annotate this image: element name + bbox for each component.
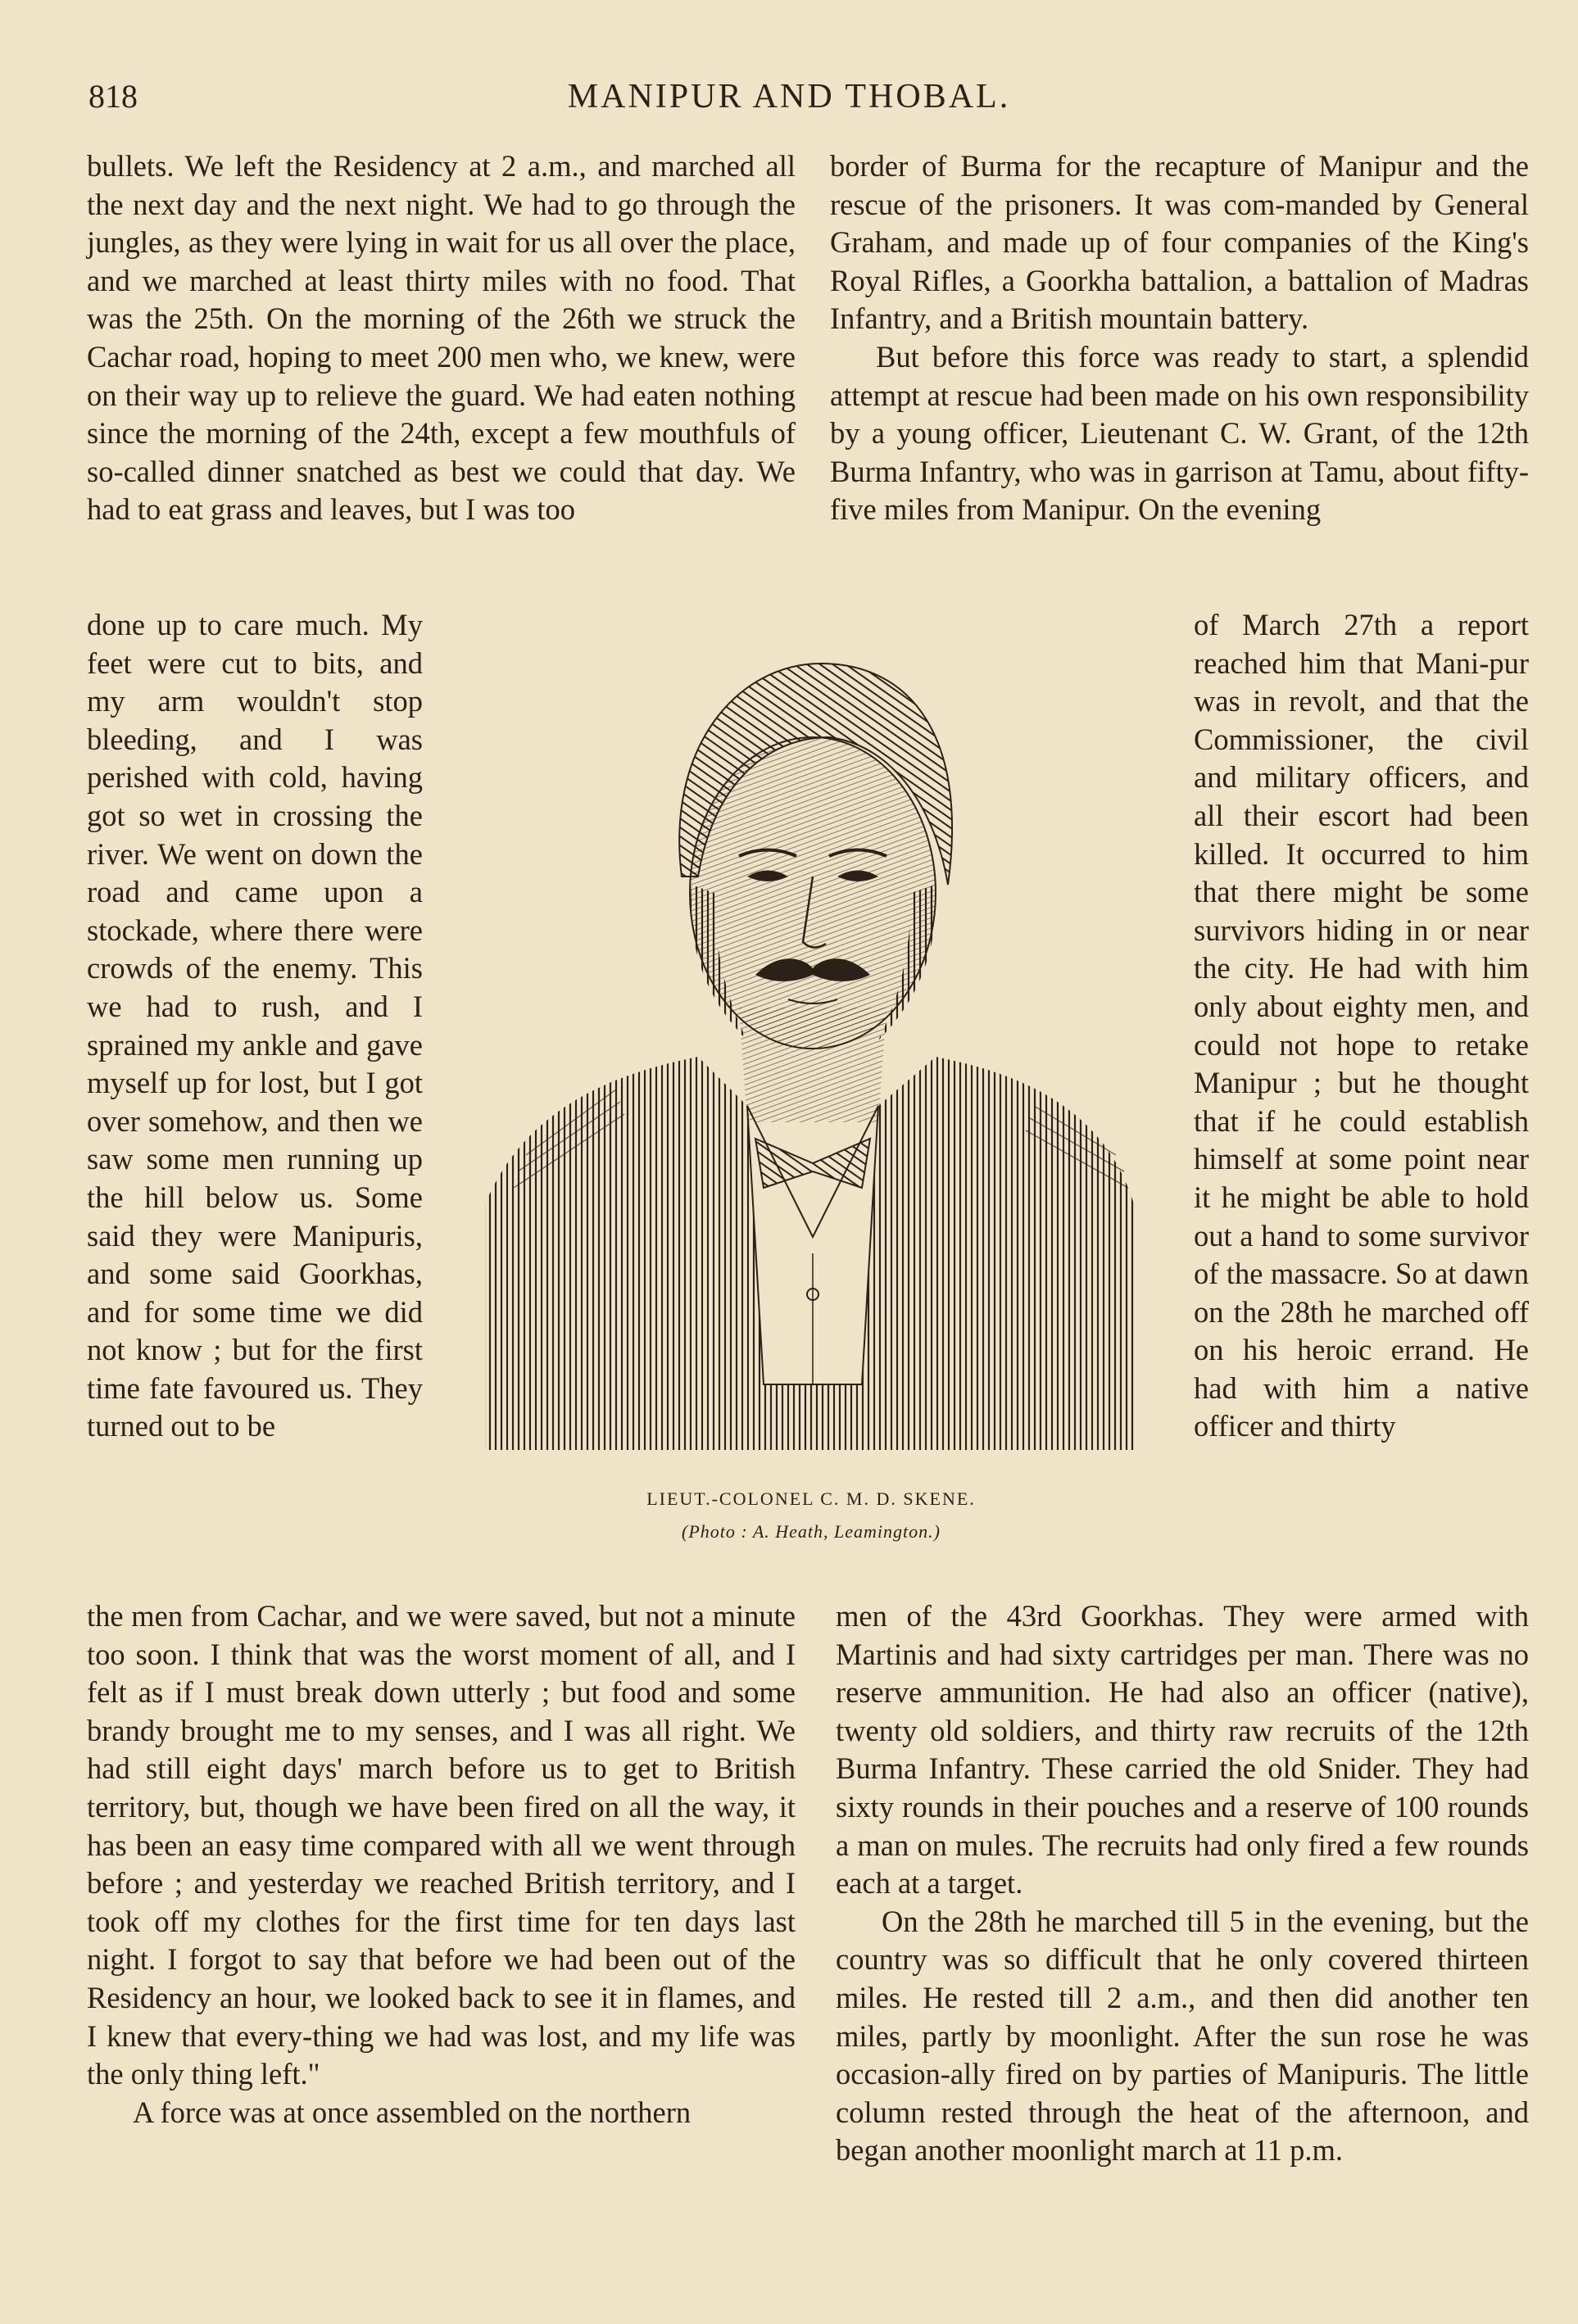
caption-credit: (Photo : A. Heath, Leamington.): [682, 1521, 941, 1542]
left-final-paragraph: A force was at once assembled on the northern: [133, 2095, 692, 2129]
running-title: MANIPUR AND THOBAL.: [567, 78, 1011, 116]
right-second-paragraph: But before this force was ready to start, a splendid attempt at rescue had been made on his own responsibility by a young officer, Lieutenant C. W. Grant, of the 12th Burma Infantry, who was in garrison at Tamu, about fifty-five miles from Manipur. On the evening: [830, 339, 1529, 527]
left-column-lower: [87, 1597, 796, 2131]
portrait-caption: [459, 1483, 1163, 1548]
left-lower-paragraph: the men from Cachar, and we were saved, but not a minute too soon. I think that was the worst moment of all, and I felt as if I must break down utterly ; but food and some brandy brought me to my senses, and I was all right. We had still eight days' march before us to get to British territory, but, though we have been fired on all the way, it has been an easy time compared with all we went through before ; and yesterday we reached British territory, and I took off my clothes for the first time for ten days last night. I forgot to say that before we had been out of the Residency an hour, we looked back to see it in flames, and I knew that every-thing we had was lost, and my life was the only thing left.": [87, 1599, 796, 2091]
right-column-narrow: [1194, 606, 1529, 1446]
right-final-paragraph: On the 28th he marched till 5 in the evening, but the country was so difficult that he only covered thirteen miles. He rested till 2 a.m., and then did another ten miles, partly by moonlight. After the sun rose he was occasion-ally fired on by parties of Manipuris. The little column rested through the heat of the afternoon, and began another moonlight march at 11 p.m.: [836, 1904, 1529, 2168]
left-column-narrow: [87, 606, 423, 1446]
left-column-top: [87, 147, 796, 529]
right-top-paragraph: border of Burma for the recapture of Manipur and the rescue of the prisoners. It was com-manded by General Graham, and made up of four companies of the King's Royal Rifles, a Goorkha battalion, a battalion of Madras Infantry, and a British mountain battery.: [830, 149, 1529, 336]
left-narrow-paragraph: done up to care much. My feet were cut to bits, and my arm wouldn't stop bleeding, and I was perished with cold, having got so wet in crossing the river. We went on down the road and came upon a stockade, where there were crowds of the enemy. This we had to rush, and I sprained my ankle and gave myself up for lost, but I got over somehow, and then we saw some men running up the hill below us. Some said they were Manipuris, and some said Goorkhas, and for some time we did not know ; but for the first time fate favoured us. They turned out to be: [87, 608, 423, 1443]
left-top-paragraph: bullets. We left the Residency at 2 a.m., and marched all the next day and the next night. We had to go through the jungles, as they were lying in wait for us all over the place, and we marched at least thirty miles with no food. That was the 25th. On the morning of the 26th we struck the Cachar road, hoping to meet 200 men who, we knew, were on their way up to relieve the guard. We had eaten nothing since the morning of the 24th, except a few mouthfuls of so-called dinner snatched as best we could that day. We had to eat grass and leaves, but I was too: [87, 149, 796, 527]
caption-title: LIEUT.-COLONEL C. M. D. SKENE.: [646, 1488, 976, 1509]
page-number: 818: [88, 78, 138, 115]
right-column-lower: [836, 1597, 1529, 2170]
portrait-engraving: [477, 647, 1145, 1475]
right-lower-paragraph: men of the 43rd Goorkhas. They were armed with Martinis and had sixty cartridges per man. There was no reserve ammunition. He had also an officer (native), twenty old soldiers, and thirty raw recruits of the 12th Burma Infantry. These carried the old Snider. They had sixty rounds in their pouches and a reserve of 100 rounds a man on mules. The recruits had only fired a few rounds each at a target.: [836, 1599, 1529, 1900]
right-column-top: [830, 147, 1529, 529]
page-header: [0, 77, 1578, 126]
right-narrow-paragraph: of March 27th a report reached him that Mani-pur was in revolt, and that the Commissioner, the civil and military officers, and all their escort had been killed. It occurred to him that there might be some survivors hiding in or near the city. He had with him only about eighty men, and could not hope to retake Manipur ; but he thought that if he could establish himself at some point near it he might be able to hold out a hand to some survivor of the massacre. So at dawn on the 28th he marched off on his heroic errand. He had with him a native officer and thirty: [1194, 608, 1529, 1443]
